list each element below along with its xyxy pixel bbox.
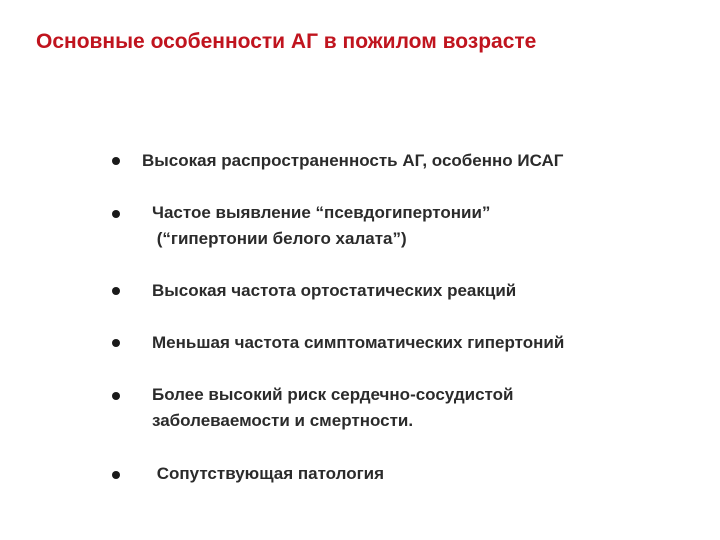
list-item: [142, 148, 563, 174]
list-item-line: Высокая частота ортостатических реакций: [152, 281, 517, 300]
list-item: [152, 461, 384, 487]
list-item-line: Более высокий риск сердечно-сосудистой: [152, 385, 514, 404]
bullet-icon: [112, 471, 120, 479]
list-item-line: (“гипертонии белого халата”): [152, 229, 407, 248]
slide-title: Основные особенности АГ в пожилом возрасте: [36, 30, 537, 53]
list-item-line: Сопутствующая патология: [152, 464, 385, 483]
list-item-line: Частое выявление “псевдогипертонии”: [152, 203, 491, 222]
list-item: [152, 330, 564, 356]
list-item-line: Высокая распространенность АГ, особенно ИСАГ: [142, 151, 564, 170]
list-item-line: заболеваемости и смертности.: [152, 411, 414, 430]
list-item-line: Меньшая частота симптоматических гипертоний: [152, 333, 565, 352]
bullet-icon: [112, 392, 120, 400]
list-item: [152, 278, 516, 304]
bullet-icon: [112, 157, 120, 165]
bullet-icon: [112, 210, 120, 218]
bullet-icon: [112, 287, 120, 295]
list-item: [152, 382, 513, 434]
bullet-icon: [112, 339, 120, 347]
list-item: [152, 200, 490, 252]
